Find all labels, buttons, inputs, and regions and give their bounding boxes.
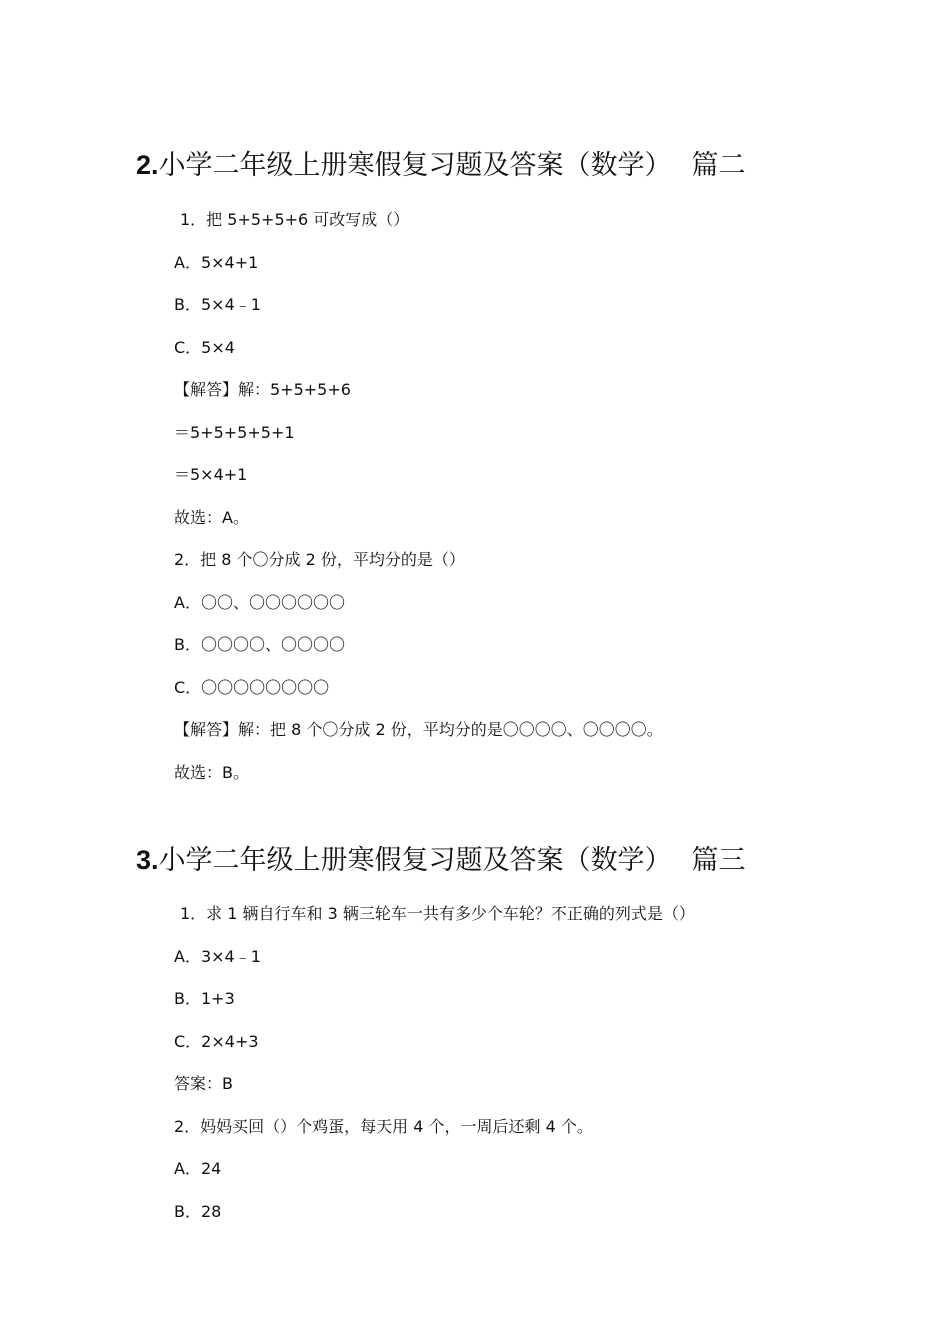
section-number: 2. [136,150,159,180]
section-suffix: 篇二 [691,150,746,181]
option-a: A．24 [174,1159,222,1178]
option-c: C．2×4+3 [174,1032,259,1051]
option-b: B．5×4﹣1 [174,295,261,314]
section-heading-2 [136,148,746,183]
option-b: B．1+3 [174,989,235,1008]
solution-text: 【解答】解：把 8 个〇分成 2 份，平均分的是〇〇〇〇、〇〇〇〇。 [174,720,663,739]
option-a: A．〇〇、〇〇〇〇〇〇 [174,593,345,612]
option-a: A．3×4﹣1 [174,947,261,966]
question-text: 2．把 8 个〇分成 2 份，平均分的是（） [174,550,465,569]
answer-choice: 故选：B。 [174,763,249,782]
answer-text: 答案：B [174,1074,233,1093]
solution-step: ＝5×4+1 [174,465,248,484]
section-title: 小学二年级上册寒假复习题及答案（数学） [158,150,672,181]
section-suffix: 篇三 [691,845,746,876]
option-b: B．〇〇〇〇、〇〇〇〇 [174,635,345,654]
section-heading-3 [136,843,746,878]
option-c: C．〇〇〇〇〇〇〇〇 [174,678,330,697]
section-title: 小学二年级上册寒假复习题及答案（数学） [158,845,672,876]
option-c: C．5×4 [174,338,235,357]
option-b: B．28 [174,1202,222,1221]
question-text: 2．妈妈买回（）个鸡蛋，每天用 4 个，一周后还剩 4 个。 [174,1117,593,1136]
solution-text: 【解答】解：5+5+5+6 [174,380,351,399]
question-text: 1．把 5+5+5+6 可改写成（） [180,210,410,229]
section-number: 3. [136,845,159,875]
answer-choice: 故选：A。 [174,508,249,527]
solution-step: ＝5+5+5+5+1 [174,423,295,442]
option-a: A．5×4+1 [174,253,259,272]
question-text: 1．求 1 辆自行车和 3 辆三轮车一共有多少个车轮？不正确的列式是（） [180,904,695,923]
